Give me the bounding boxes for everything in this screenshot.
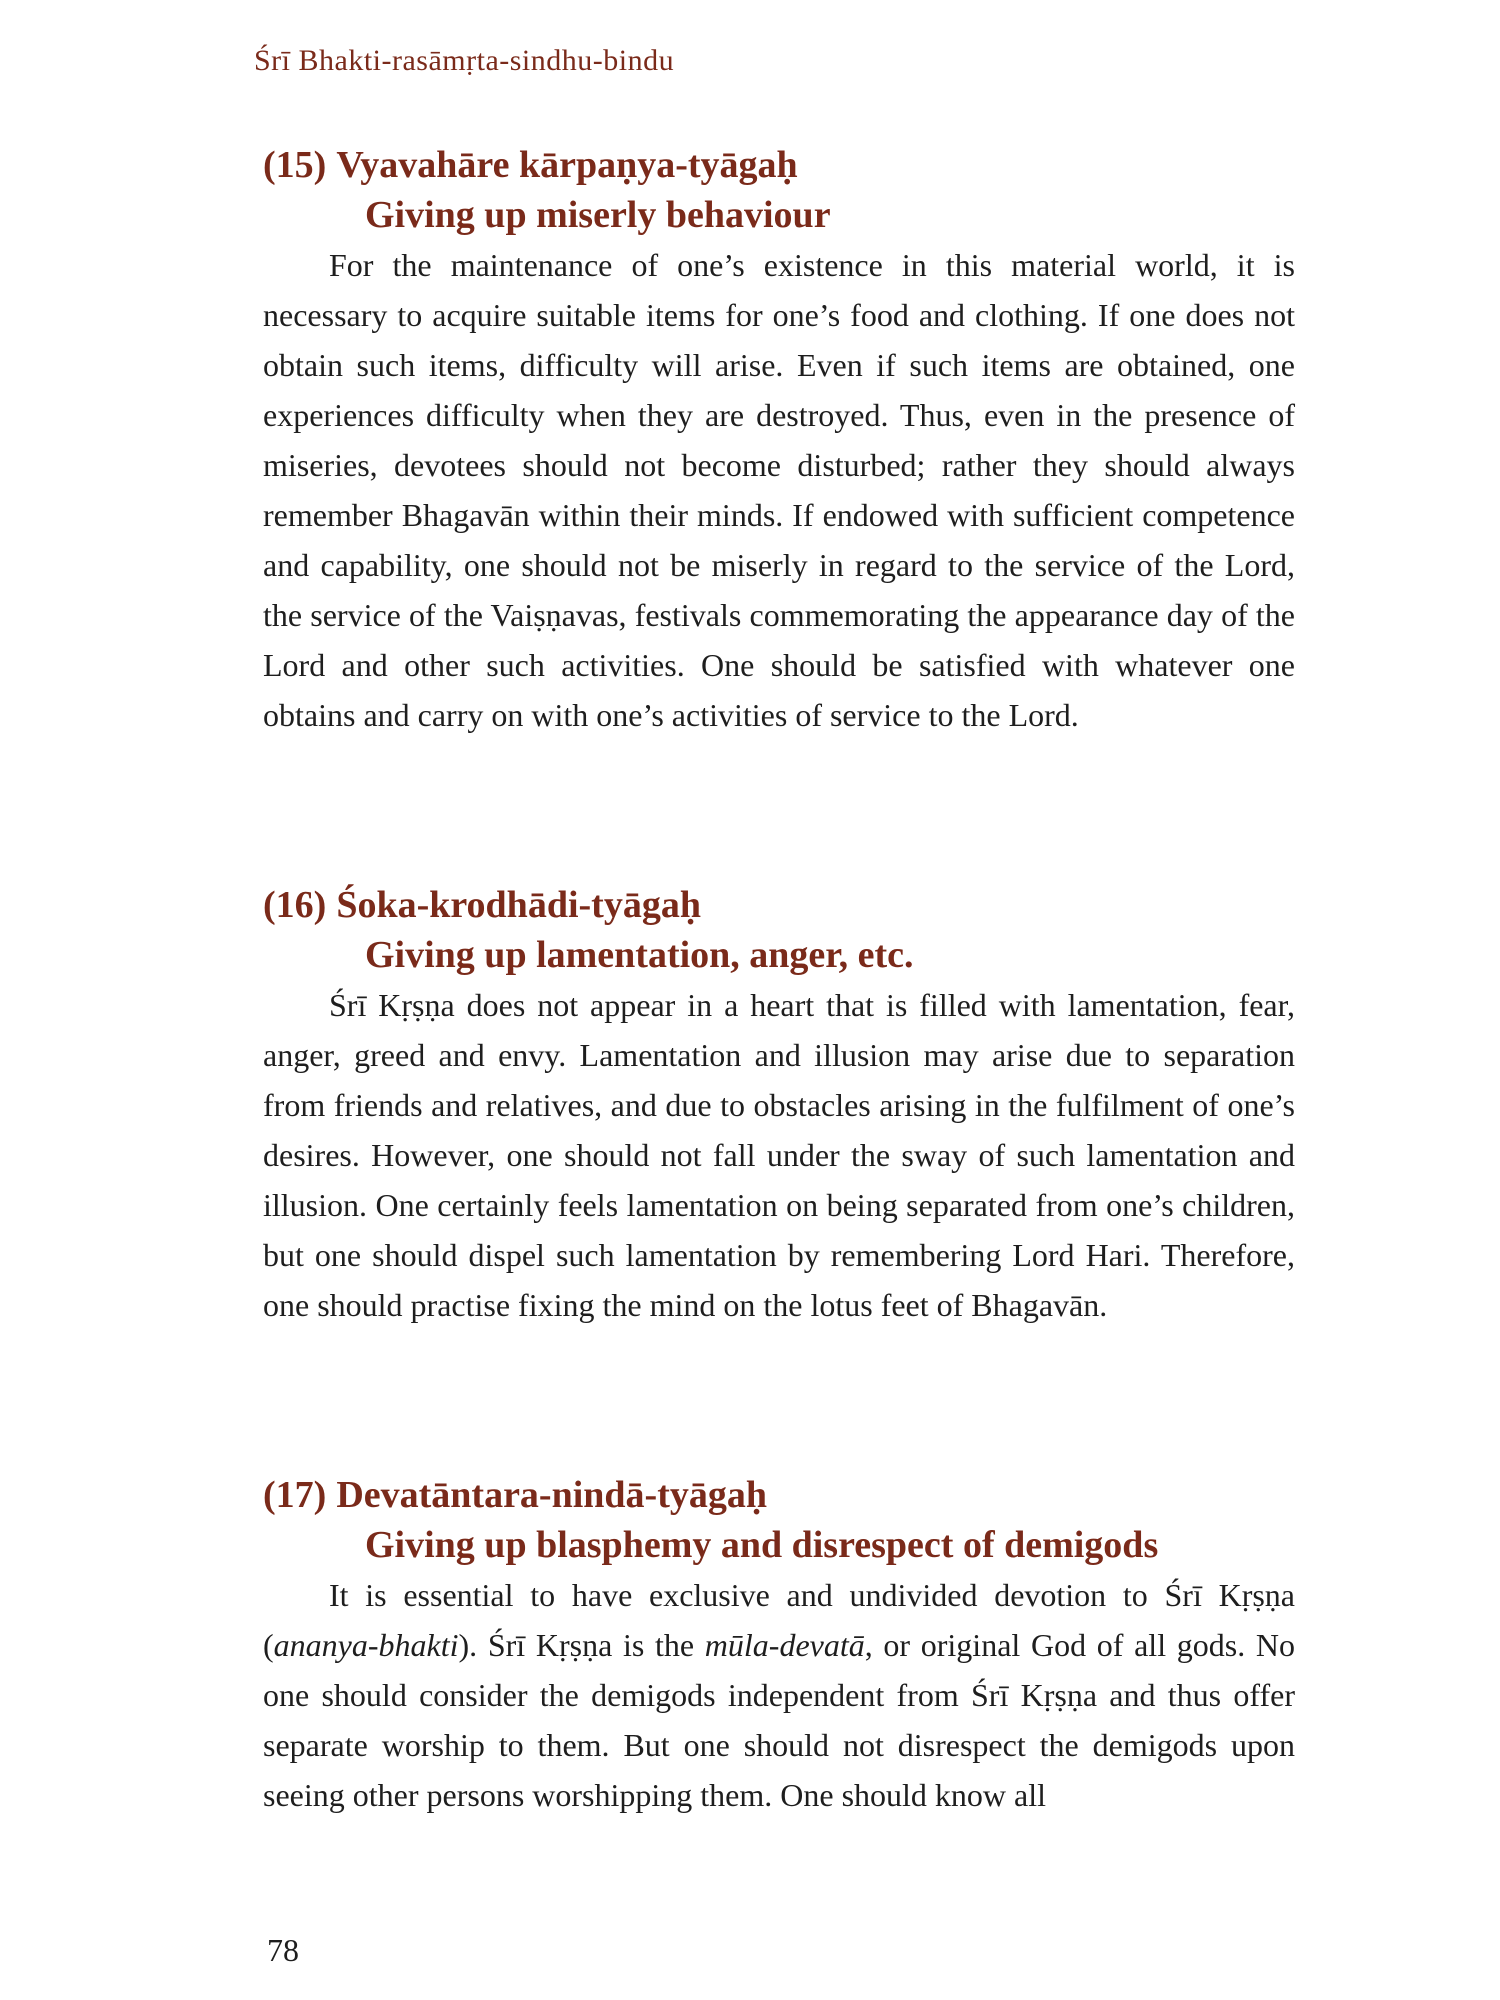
body-text-run: ). Śrī Kṛṣṇa is the bbox=[458, 1627, 705, 1663]
section-16 bbox=[263, 880, 1295, 1330]
italic-term: mūla-devatā bbox=[704, 1627, 865, 1663]
section-title: Devatāntara-nindā-tyāgaḥ bbox=[336, 1474, 767, 1516]
running-head: Śrī Bhakti-rasāmṛta-sindhu-bindu bbox=[254, 44, 675, 77]
section-17 bbox=[263, 1470, 1295, 1820]
section-body: Śrī Kṛṣṇa does not appear in a heart that is filled with lamentation, fear, anger, greed and envy. Lamentation and illusion may arise due to separation from friends and relatives, and due to obstacles arising in the fulfilment of one’s desires. However, one should not fall under the sway of such lamentation and illusion. One certainly feels lamentation on being separated from one’s children, but one should dispel such lamentation by remembering Lord Hari. Therefore, one should practise fixing the mind on the lotus feet of Bhagavān. bbox=[263, 987, 1295, 1323]
section-number: (17) bbox=[263, 1474, 327, 1516]
section-title: Vyavahāre kārpaṇya-tyāgaḥ bbox=[336, 144, 798, 186]
section-subtitle: Giving up miserly behaviour bbox=[365, 194, 831, 236]
body-text-run: , or original God of all gods. No one should consider the demigods independent from Śrī Kṛṣṇa and thus offer separate worship to them. But one should not disrespect the demigods upon seeing other persons worshipping them. One should know all bbox=[263, 1627, 1296, 1813]
section-subtitle: Giving up blasphemy and disrespect of demigods bbox=[365, 1524, 1159, 1566]
section-15 bbox=[263, 140, 1295, 740]
section-heading bbox=[263, 880, 1295, 930]
section-body: For the maintenance of one’s existence in this material world, it is necessary to acquire suitable items for one’s food and clothing. If one does not obtain such items, difficulty will arise. Even if such items are obtained, one experiences difficulty when they are destroyed. Thus, even in the presence of miseries, devotees should not become disturbed; rather they should always remember Bhagavān within their minds. If endowed with sufficient competence and capability, one should not be miserly in regard to the service of the Lord, the service of the Vaiṣṇavas, festivals commemorating the appearance day of the Lord and other such activities. One should be satisfied with whatever one obtains and carry on with one’s activities of service to the Lord. bbox=[263, 247, 1295, 733]
section-number: (16) bbox=[263, 884, 327, 926]
italic-term: ananya-bhakti bbox=[273, 1627, 459, 1663]
section-heading bbox=[263, 1470, 1295, 1520]
section-title: Śoka-krodhādi-tyāgaḥ bbox=[336, 884, 701, 926]
section-heading bbox=[263, 140, 1295, 190]
page-number: 78 bbox=[267, 1932, 299, 1968]
section-subtitle: Giving up lamentation, anger, etc. bbox=[365, 934, 914, 976]
section-body bbox=[263, 1570, 1295, 1820]
body-text-run: It is essential to have exclusive and undivided devotion to Śrī Kṛṣṇa ( bbox=[263, 1577, 1295, 1663]
section-number: (15) bbox=[263, 144, 327, 186]
